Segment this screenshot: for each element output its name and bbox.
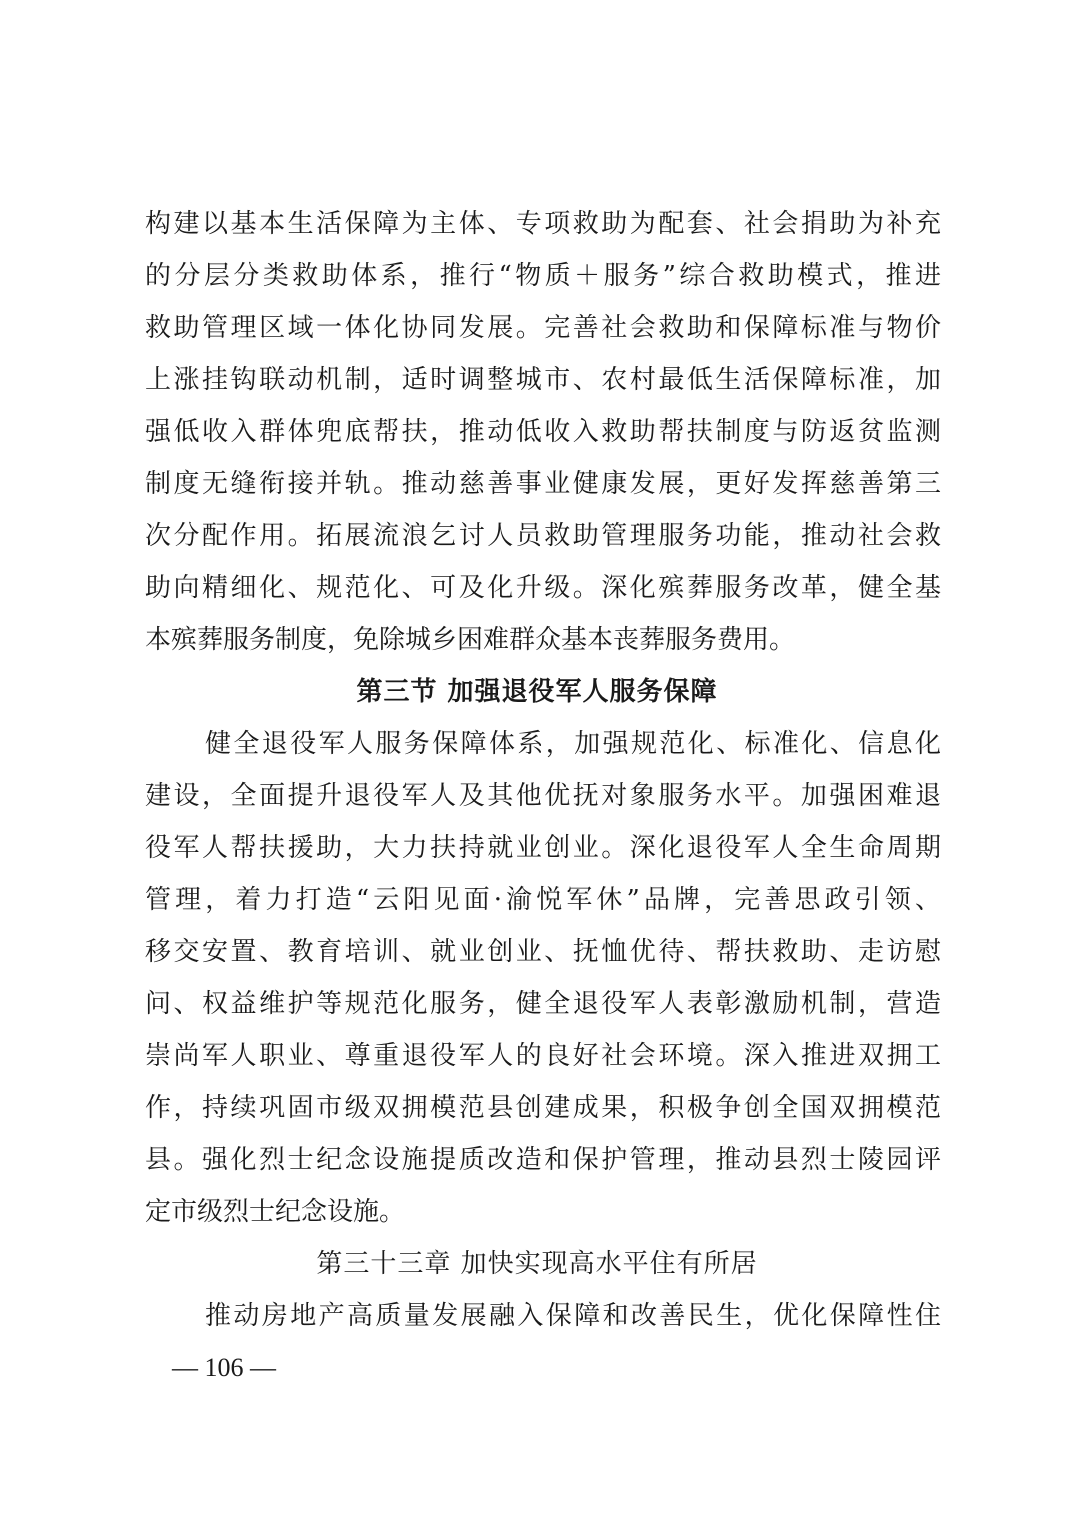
paragraph-line: 制度无缝衔接并轨。推动慈善事业健康发展，更好发挥慈善第三 <box>145 469 941 499</box>
paragraph-line: 强低收入群体兜底帮扶，推动低收入救助帮扶制度与防返贫监测 <box>145 417 941 447</box>
paragraph-line: 健全退役军人服务保障体系，加强规范化、标准化、信息化 <box>205 729 941 759</box>
paragraph-line: 构建以基本生活保障为主体、专项救助为配套、社会捐助为补充 <box>145 209 941 239</box>
paragraph-line: 定市级烈士纪念设施。 <box>145 1197 406 1227</box>
page-number: — 106 — <box>172 1353 276 1382</box>
section-heading: 第三节 加强退役军人服务保障 <box>356 677 718 707</box>
paragraph-line: 助向精细化、规范化、可及化升级。深化殡葬服务改革，健全基 <box>145 573 941 603</box>
paragraph-line: 役军人帮扶援助，大力扶持就业创业。深化退役军人全生命周期 <box>145 833 941 863</box>
paragraph-line: 救助管理区域一体化协同发展。完善社会救助和保障标准与物价 <box>145 313 941 343</box>
paragraph-line: 管理，着力打造“云阳见面·渝悦军休”品牌，完善思政引领、 <box>145 885 941 915</box>
paragraph-line: 次分配作用。拓展流浪乞讨人员救助管理服务功能，推动社会救 <box>145 521 941 551</box>
paragraph-line: 作，持续巩固市级双拥模范县创建成果，积极争创全国双拥模范 <box>145 1093 941 1123</box>
paragraph-line: 县。强化烈士纪念设施提质改造和保护管理，推动县烈士陵园评 <box>145 1145 941 1175</box>
paragraph-line: 推动房地产高质量发展融入保障和改善民生，优化保障性住 <box>205 1301 941 1331</box>
paragraph-line: 的分层分类救助体系，推行“物质＋服务”综合救助模式，推进 <box>145 261 941 291</box>
paragraph-line: 上涨挂钩联动机制，适时调整城市、农村最低生活保障标准，加 <box>145 365 941 395</box>
paragraph-line: 问、权益维护等规范化服务，健全退役军人表彰激励机制，营造 <box>145 989 941 1019</box>
paragraph-line: 移交安置、教育培训、就业创业、抚恤优待、帮扶救助、走访慰 <box>145 937 941 967</box>
paragraph-line: 本殡葬服务制度，免除城乡困难群众基本丧葬服务费用。 <box>145 625 796 655</box>
chapter-heading: 第三十三章 加快实现高水平住有所居 <box>316 1249 758 1279</box>
paragraph-line: 建设，全面提升退役军人及其他优抚对象服务水平。加强困难退 <box>145 781 941 811</box>
paragraph-line: 崇尚军人职业、尊重退役军人的良好社会环境。深入推进双拥工 <box>145 1041 941 1071</box>
